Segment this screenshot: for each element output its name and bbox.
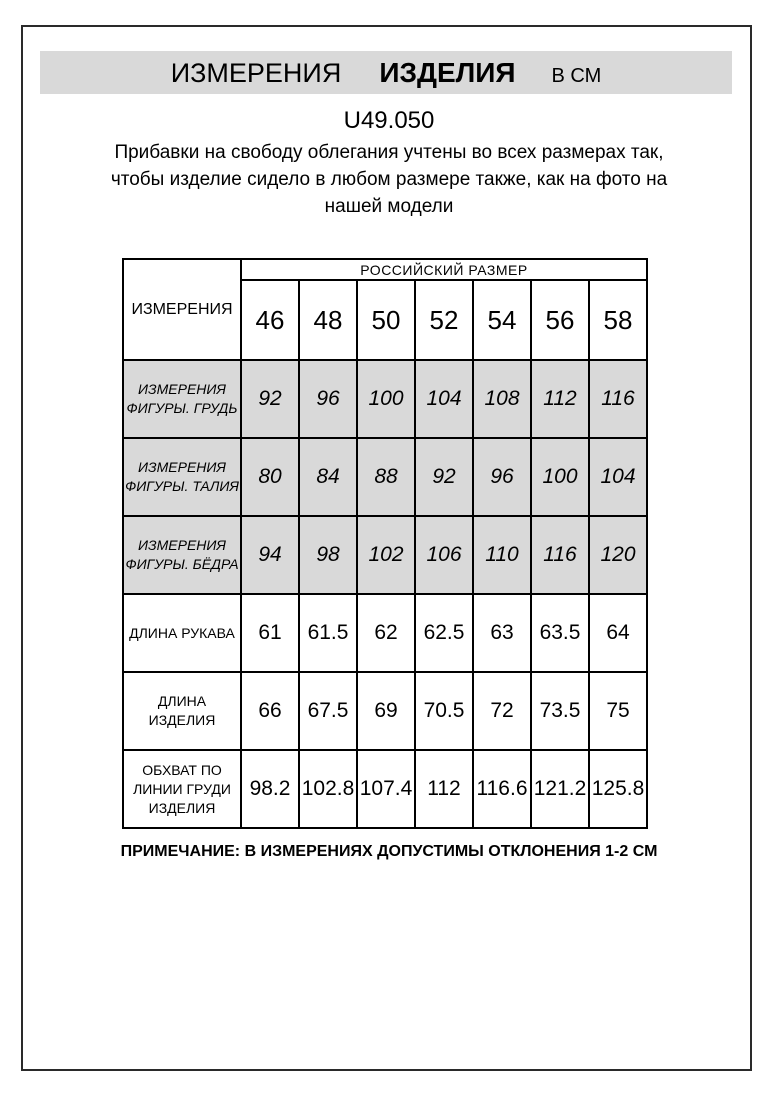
value-cell: 67.5 [299,672,357,750]
value-cell: 72 [473,672,531,750]
value-cell: 121.2 [531,750,589,828]
size-header-cell: 54 [473,280,531,360]
tolerance-note: ПРИМЕЧАНИЕ: В ИЗМЕРЕНИЯХ ДОПУСТИМЫ ОТКЛОНЕНИЯ 1-2 СМ [120,843,658,860]
page-title-units: В СМ [551,65,602,87]
row-label: ДЛИНА ИЗДЕЛИЯ [123,672,241,750]
value-cell: 84 [299,438,357,516]
fit-description-line: нашей модели [324,196,454,217]
row-label: ИЗМЕРЕНИЯ ФИГУРЫ. ТАЛИЯ [123,438,241,516]
page-title-product: ИЗДЕЛИЯ [379,57,516,88]
size-header-cell: 58 [589,280,647,360]
row-label: ИЗМЕРЕНИЯ ФИГУРЫ. БЁДРА [123,516,241,594]
value-cell: 116.6 [473,750,531,828]
value-cell: 63 [473,594,531,672]
value-cell: 70.5 [415,672,473,750]
value-cell: 94 [241,516,299,594]
value-cell: 96 [473,438,531,516]
value-cell: 63.5 [531,594,589,672]
row-label: ДЛИНА РУКАВА [123,594,241,672]
value-cell: 110 [473,516,531,594]
table-row [123,750,647,828]
value-cell: 112 [415,750,473,828]
table-row [123,438,647,516]
value-cell: 66 [241,672,299,750]
table-row [123,672,647,750]
value-cell: 80 [241,438,299,516]
value-cell: 62 [357,594,415,672]
value-cell: 104 [415,360,473,438]
value-cell: 73.5 [531,672,589,750]
value-cell: 92 [241,360,299,438]
table-row [123,594,647,672]
row-label: ОБХВАТ ПО ЛИНИИ ГРУДИ ИЗДЕЛИЯ [123,750,241,828]
size-header-cell: 48 [299,280,357,360]
value-cell: 108 [473,360,531,438]
table-row [123,360,647,438]
value-cell: 64 [589,594,647,672]
value-cell: 96 [299,360,357,438]
value-cell: 75 [589,672,647,750]
value-cell: 98 [299,516,357,594]
value-cell: 116 [589,360,647,438]
value-cell: 102.8 [299,750,357,828]
size-header-cell: 50 [357,280,415,360]
value-cell: 100 [531,438,589,516]
value-cell: 112 [531,360,589,438]
value-cell: 125.8 [589,750,647,828]
value-cell: 120 [589,516,647,594]
value-cell: 61 [241,594,299,672]
value-cell: 104 [589,438,647,516]
fit-description-line: Прибавки на свободу облегания учтены во всех размерах так, [114,142,664,163]
fit-description-line: чтобы изделие сидело в любом размере также, как на фото на [110,169,668,190]
title-band [40,51,732,94]
value-cell: 69 [357,672,415,750]
table-row [123,516,647,594]
value-cell: 92 [415,438,473,516]
value-cell: 98.2 [241,750,299,828]
value-cell: 102 [357,516,415,594]
size-table [122,258,648,829]
size-header-cell: 56 [531,280,589,360]
value-cell: 61.5 [299,594,357,672]
product-code: U49.050 [343,107,435,134]
page-title-measurements: ИЗМЕРЕНИЯ [170,58,342,88]
size-header-cell: 46 [241,280,299,360]
group-header-row [123,259,647,280]
value-cell: 107.4 [357,750,415,828]
value-cell: 106 [415,516,473,594]
fit-description [0,139,778,220]
value-cell: 62.5 [415,594,473,672]
value-cell: 100 [357,360,415,438]
measurements-corner-header: ИЗМЕРЕНИЯ [123,259,241,360]
value-cell: 88 [357,438,415,516]
size-header-cell: 52 [415,280,473,360]
russian-size-header: РОССИЙСКИЙ РАЗМЕР [241,259,647,280]
value-cell: 116 [531,516,589,594]
row-label: ИЗМЕРЕНИЯ ФИГУРЫ. ГРУДЬ [123,360,241,438]
